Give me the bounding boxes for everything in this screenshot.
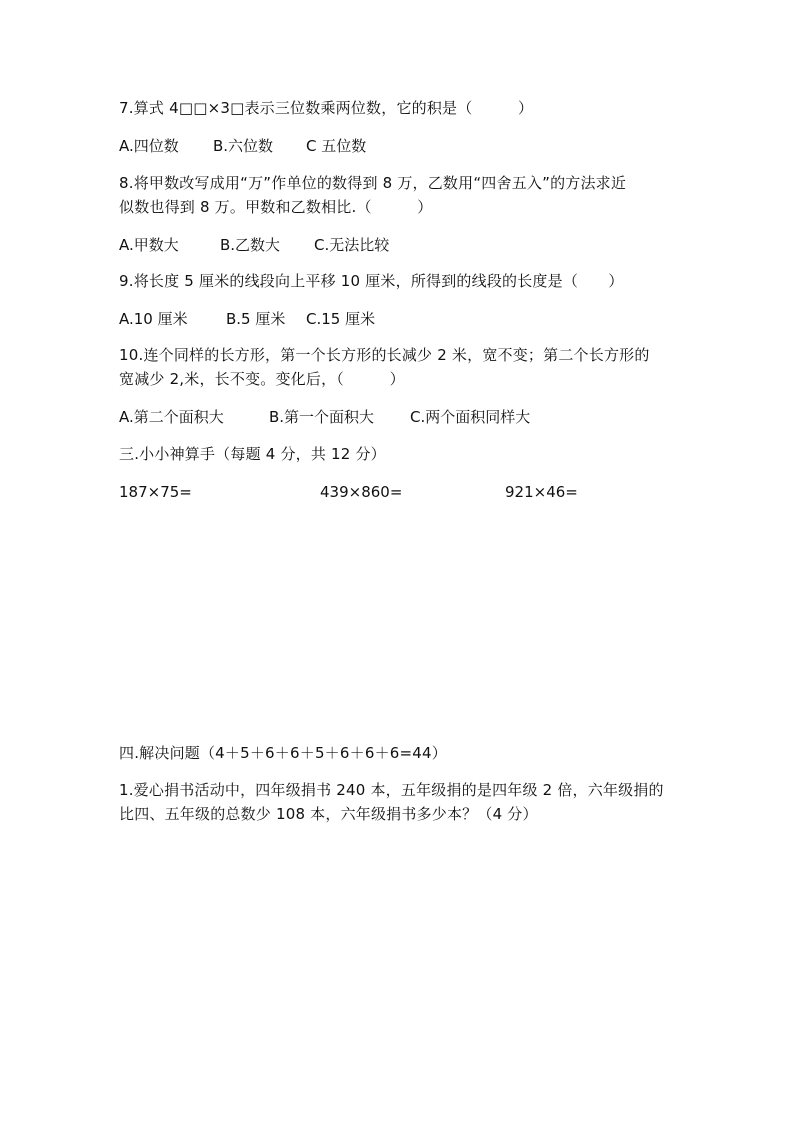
calc-item-2: 439×860= (320, 483, 403, 501)
section-4-title: 四.解决问题（4＋5＋6＋6＋5＋6＋6＋6=44） (119, 744, 447, 762)
q9-option-c: C.15 厘米 (306, 310, 376, 328)
question-10-line-2: 宽减少 2,米，长不变。变化后，（ ） (119, 370, 405, 388)
q10-option-b: B.第一个面积大 (269, 408, 375, 426)
problem-1-line-1: 1.爱心捐书活动中，四年级捐书 240 本，五年级捐的是四年级 2 倍，六年级捐的 (119, 781, 664, 799)
section-3-title: 三.小小神算手（每题 4 分，共 12 分） (119, 445, 386, 463)
q10-option-c: C.两个面积同样大 (410, 408, 531, 426)
q7-option-a: A.四位数 (119, 137, 179, 155)
q8-option-b: B.乙数大 (220, 236, 281, 254)
question-8-line-1: 8.将甲数改写成用“万”作单位的数得到 8 万，乙数用“四舍五入”的方法求近 (119, 174, 627, 192)
q7-option-b: B.六位数 (213, 137, 274, 155)
question-8-line-2: 似数也得到 8 万。甲数和乙数相比.（ ） (119, 198, 433, 216)
q10-option-a: A.第二个面积大 (119, 408, 224, 426)
q9-option-a: A.10 厘米 (119, 310, 188, 328)
q7-option-c: C 五位数 (306, 137, 367, 155)
q9-option-b: B.5 厘米 (226, 310, 286, 328)
question-7: 7.算式 4□□×3□表示三位数乘两位数，它的积是（ ） (119, 99, 534, 117)
problem-1-line-2: 比四、五年级的总数少 108 本，六年级捐书多少本？（4 分） (119, 805, 538, 823)
question-10-line-1: 10.连个同样的长方形，第一个长方形的长减少 2 米，宽不变；第二个长方形的 (119, 346, 650, 364)
question-9: 9.将长度 5 厘米的线段向上平移 10 厘米，所得到的线段的长度是（ ） (119, 272, 624, 290)
calc-item-1: 187×75= (119, 483, 192, 501)
q8-option-a: A.甲数大 (119, 236, 179, 254)
calc-item-3: 921×46= (505, 483, 578, 501)
q8-option-c: C.无法比较 (314, 236, 390, 254)
